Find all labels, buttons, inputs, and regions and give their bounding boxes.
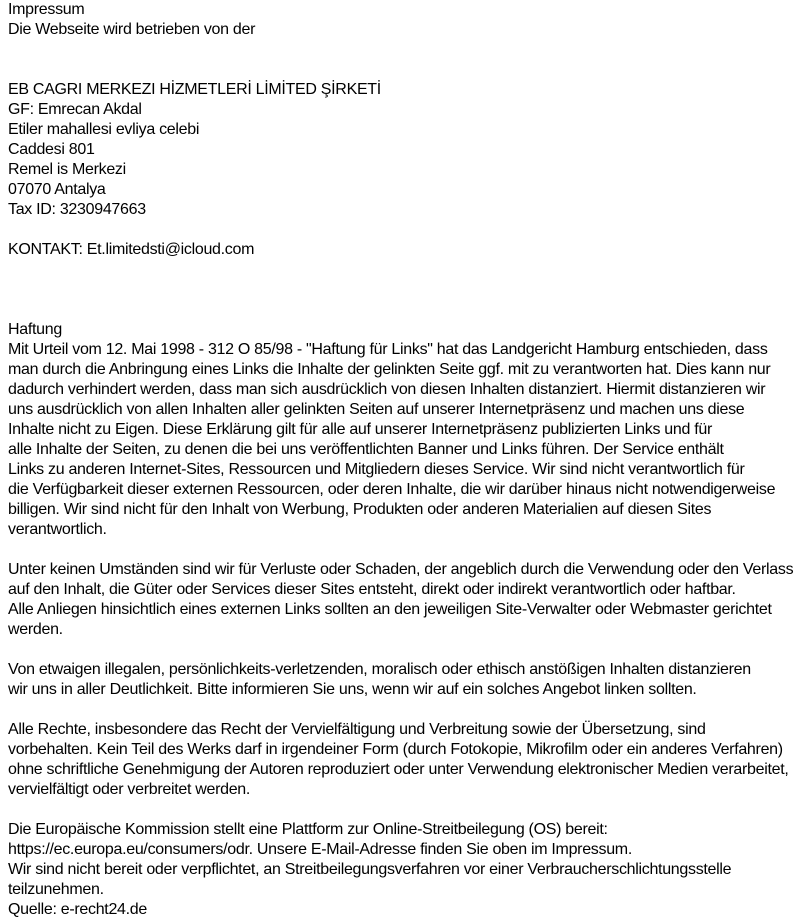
text-line: Mit Urteil vom 12. Mai 1998 - 312 O 85/98 - "Haftung für Links" hat das Landgericht Hamburg entschieden, dass	[8, 341, 768, 358]
text-line: Etiler mahallesi evliya celebi	[8, 121, 200, 138]
spacer	[8, 700, 792, 720]
page-title: Impressum	[8, 1, 85, 18]
text-line: 07070 Antalya	[8, 181, 106, 198]
text-line: dadurch verhindert werden, dass man sich ausdrücklich von diesen Inhalten distanziert. Hiermit distanzieren wir	[8, 381, 766, 398]
text-line: uns ausdrücklich von allen Inhalten aller gelinkten Seiten auf unserer Internetpräsenz und machen uns diese	[8, 401, 745, 418]
text-line: man durch die Anbringung eines Links die Inhalte der gelinkten Seite ggf. mit zu verantworten hat. Dies kann nur	[8, 361, 771, 378]
haftung-paragraph-1	[8, 340, 792, 540]
text-line: verantwortlich.	[8, 521, 107, 538]
text-line: Alle Anliegen hinsichtlich eines externen Links sollten an den jeweiligen Site-Verwalter oder Webmaster gerichtet	[8, 601, 772, 618]
text-line: vervielfältigt oder verbreitet werden.	[8, 781, 251, 798]
text-line: teilzunehmen.	[8, 881, 104, 898]
spacer	[8, 800, 792, 820]
text-line: vorbehalten. Kein Teil des Werks darf in irgendeiner Form (durch Fotokopie, Mikrofilm oder ein anderes Verfahren)	[8, 741, 783, 758]
dispute-resolution-paragraph	[8, 820, 792, 920]
text-line: werden.	[8, 621, 63, 638]
company-address	[8, 120, 792, 200]
text-line: https://ec.europa.eu/consumers/odr. Unsere E-Mail-Adresse finden Sie oben im Impressum.	[8, 841, 632, 858]
text-line: billigen. Wir sind nicht für den Inhalt von Werbung, Produkten oder anderen Materialien auf diesen Sites	[8, 501, 712, 518]
text-line: Wir sind nicht bereit oder verpflichtet, an Streitbeilegungsverfahren vor einer Verbraucherschlichtungsstelle	[8, 861, 732, 878]
text-line: Die Europäische Kommission stellt eine Plattform zur Online-Streitbeilegung (OS) bereit:	[8, 821, 608, 838]
text-line: Links zu anderen Internet-Sites, Ressourcen und Mitgliedern dieses Service. Wir sind nicht verantwortlich für	[8, 461, 745, 478]
text-line: Caddesi 801	[8, 141, 95, 158]
spacer	[8, 640, 792, 660]
text-line: Remel is Merkezi	[8, 161, 126, 178]
text-line: auf den Inhalt, die Güter oder Services dieser Sites entsteht, direkt oder indirekt verantwortlich oder haftbar.	[8, 581, 736, 598]
haftung-paragraph-2	[8, 560, 792, 640]
text-line: Quelle: e-recht24.de	[8, 901, 147, 918]
text-line: Inhalte nicht zu Eigen. Diese Erklärung gilt für alle auf unserer Internetpräsenz publizierten Links und für	[8, 421, 713, 438]
text-line: die Verfügbarkeit dieser externen Ressourcen, oder deren Inhalte, die wir darüber hinaus nicht notwendigerweise	[8, 481, 776, 498]
spacer	[8, 260, 792, 320]
text-line: wir uns in aller Deutlichkeit. Bitte informieren Sie uns, wenn wir auf ein solches Angebot linken sollten.	[8, 681, 697, 698]
company-name: EB CAGRI MERKEZI HİZMETLERİ LİMİTED ŞİRKETİ	[8, 81, 381, 98]
spacer	[8, 40, 792, 80]
spacer	[8, 220, 792, 240]
haftung-paragraph-3	[8, 660, 792, 700]
haftung-paragraph-4	[8, 720, 792, 800]
tax-id: Tax ID: 3230947663	[8, 201, 146, 218]
text-line: Alle Rechte, insbesondere das Recht der Vervielfältigung und Verbreitung sowie der Übersetzung, sind	[8, 721, 706, 738]
text-line: ohne schriftliche Genehmigung der Autoren reproduziert oder unter Verwendung elektronischer Medien verarbeitet,	[8, 761, 789, 778]
spacer	[8, 540, 792, 560]
impressum-page	[8, 0, 792, 920]
haftung-heading: Haftung	[8, 321, 62, 338]
text-line: Von etwaigen illegalen, persönlichkeits-verletzenden, moralisch oder ethisch anstößigen Inhalten distanzieren	[8, 661, 751, 678]
intro-text: Die Webseite wird betrieben von der	[8, 21, 256, 38]
contact-email: KONTAKT: Et.limitedsti@icloud.com	[8, 241, 255, 258]
text-line: Unter keinen Umständen sind wir für Verluste oder Schaden, der angeblich durch die Verwendung oder den Verlass	[8, 561, 794, 578]
managing-director: GF: Emrecan Akdal	[8, 101, 142, 118]
text-line: alle Inhalte der Seiten, zu denen die bei uns veröffentlichten Banner und Links führen. Der Service enthält	[8, 441, 724, 458]
